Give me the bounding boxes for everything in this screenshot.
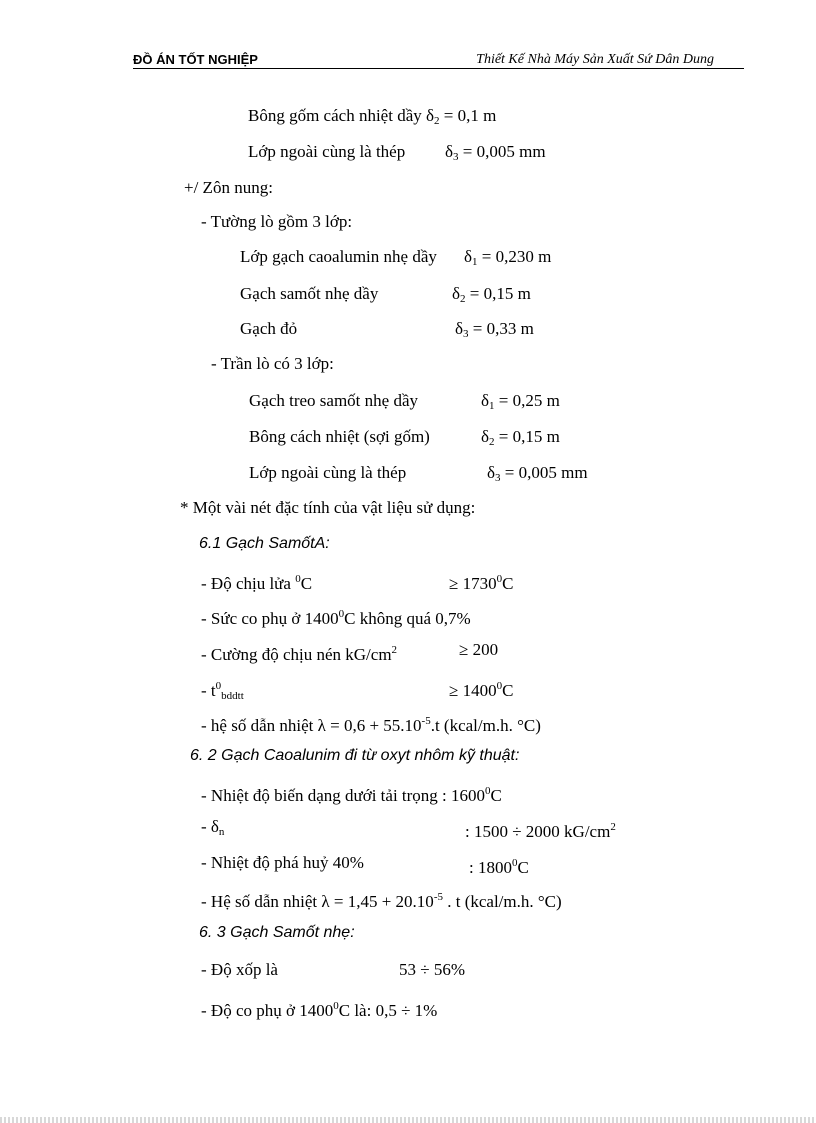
line-label-sub: bddtt <box>221 690 244 702</box>
line-outer-steel <box>248 142 568 162</box>
heading-6-3: 6. 3 Gạch Samốt nhẹ: <box>199 924 355 941</box>
line-label-rest: .t (kcal/m.h. °C) <box>430 716 541 735</box>
line-value-sub: 1 <box>472 256 478 268</box>
line-label: - hệ số dẫn nhiệt λ = 0,6 + 55.10 <box>201 716 422 735</box>
line-label: - Độ xốp là <box>201 960 278 979</box>
line-label: - Nhiệt độ phá huỷ 40% <box>201 853 364 872</box>
header-rule <box>133 68 744 69</box>
line-value-rest: = 0,25 m <box>494 391 560 410</box>
line-label: - δ <box>201 817 219 836</box>
line-value-rest: = 0,230 m <box>477 247 552 266</box>
line-value-rest: C <box>502 681 514 700</box>
line-roof-steel <box>249 463 609 483</box>
line-thermal-conductivity-1 <box>201 711 541 736</box>
line-value-sup: 0 <box>511 857 518 869</box>
subsection-roof: - Trần lò có 3 lớp: <box>211 354 334 373</box>
line-label: - Độ chịu lửa <box>201 574 296 593</box>
line-label-rest: C <box>490 786 502 805</box>
line-label-sup: 0 <box>333 1000 339 1012</box>
line-value: : 1800 <box>469 858 512 877</box>
line-label: Lớp gạch caoalumin nhẹ dầy <box>240 247 437 266</box>
line-label: - Sức co phụ ở 1400 <box>201 609 339 628</box>
line-thermal-conductivity-2 <box>201 887 562 912</box>
line-label: - Cường độ chịu nén kG/cm <box>201 645 392 664</box>
line-destruction-temp <box>201 853 561 877</box>
line-delta-n <box>201 817 641 839</box>
line-value: δ <box>487 463 496 482</box>
line-value-rest: C <box>517 858 529 877</box>
line-shrinkage <box>201 604 471 629</box>
line-value: δ <box>464 247 473 266</box>
line-value: = 0,1 m <box>439 106 497 125</box>
line-label-sup: -5 <box>433 891 443 903</box>
line-samot-light <box>240 284 560 304</box>
heading-6-1: 6.1 Gạch SamốtA: <box>199 535 330 552</box>
page-bottom-edge <box>0 1117 816 1123</box>
line-label-sup: -5 <box>421 715 431 727</box>
line-label: Lớp ngoài cùng là thép <box>248 142 406 161</box>
line-caoalumin-brick <box>240 247 580 267</box>
line-value-rest: = 0,005 mm <box>500 463 588 482</box>
line-value: δ <box>445 142 454 161</box>
line-label-rest: C không quá 0,7% <box>344 609 471 628</box>
line-deformation-temp <box>201 781 502 806</box>
line-insulation-wool <box>248 106 496 131</box>
line-value: ≥ 1730 <box>449 574 497 593</box>
line-label-rest: . t (kcal/m.h. °C) <box>442 892 562 911</box>
line-red-brick <box>240 319 560 339</box>
line-value-sub: 3 <box>495 472 501 484</box>
line-value: ≥ 1400 <box>449 681 497 700</box>
line-value: δ <box>481 427 490 446</box>
line-value-sub: 2 <box>489 436 495 448</box>
line-value: ≥ 200 <box>459 640 499 659</box>
line-value-sub: 1 <box>489 400 495 412</box>
line-t-bddtt <box>201 676 541 702</box>
line-label: Gạch treo samốt nhẹ dầy <box>249 391 418 410</box>
line-value: : 1500 ÷ 2000 kG/cm <box>465 822 611 841</box>
line-label-rest: C là: 0,5 ÷ 1% <box>338 1001 438 1020</box>
line-label-sup: 0 <box>485 785 491 797</box>
section-zon-nung: +/ Zôn nung: <box>184 178 273 197</box>
line-value: δ <box>455 319 464 338</box>
line-value-sup: 2 <box>610 821 616 833</box>
line-value: δ <box>481 391 490 410</box>
line-value-sup: 0 <box>496 680 503 692</box>
line-value: δ <box>452 284 461 303</box>
line-sub: 2 <box>434 115 440 127</box>
subsection-wall: - Tường lò gồm 3 lớp: <box>201 212 353 231</box>
header-right-title: Thiết Kế Nhà Máy Sản Xuất Sứ Dân Dung <box>476 52 714 67</box>
line-label: - t <box>201 681 216 700</box>
line-label-sup: 0 <box>338 608 345 620</box>
line-label: Bông gốm cách nhiệt dầy δ <box>248 106 434 125</box>
line-value-sub: 3 <box>453 151 459 163</box>
line-value: 53 ÷ 56% <box>399 960 465 979</box>
line-label-sup: 0 <box>295 573 301 585</box>
section-material-properties: * Một vài nét đặc tính của vật liệu sử dụng: <box>180 498 476 517</box>
line-label: Bông cách nhiệt (sợi gốm) <box>249 427 430 446</box>
line-label-sup: 2 <box>391 644 398 656</box>
line-value-rest: = 0,15 m <box>494 427 560 446</box>
line-label-rest: C <box>300 574 313 593</box>
line-value-sub: 3 <box>463 328 469 340</box>
line-label: Lớp ngoài cùng là thép <box>249 463 407 482</box>
line-value-rest: C <box>502 574 514 593</box>
line-label: - Hệ số dẫn nhiệt λ = 1,45 + 20.10 <box>201 892 434 911</box>
line-label: Gạch đỏ <box>240 319 298 338</box>
line-label: - Độ co phụ ở 1400 <box>201 1001 334 1020</box>
line-porosity <box>201 960 501 980</box>
line-label: Gạch samốt nhẹ dầy <box>240 284 379 303</box>
line-value-rest: = 0,005 mm <box>458 142 546 161</box>
line-fire-resistance <box>201 569 541 593</box>
header-left-title: ĐỒ ÁN TỐT NGHIỆP <box>133 52 258 67</box>
line-value-sub: 2 <box>460 293 466 305</box>
line-hanging-samot <box>249 391 579 411</box>
heading-6-2: 6. 2 Gạch Caoalunim đi từ oxyt nhôm kỹ thuật: <box>190 747 520 764</box>
line-label: - Nhiệt độ biến dạng dưới tải trọng : 1600 <box>201 786 486 805</box>
line-label-sub: n <box>218 826 225 838</box>
line-label-sup: 0 <box>215 680 222 692</box>
line-shrinkage-light <box>201 996 437 1021</box>
line-value-rest: = 0,33 m <box>468 319 534 338</box>
line-compressive-strength <box>201 640 521 664</box>
line-value-sup: 0 <box>496 573 503 585</box>
line-ceramic-fiber <box>249 427 579 447</box>
line-value-rest: = 0,15 m <box>465 284 531 303</box>
